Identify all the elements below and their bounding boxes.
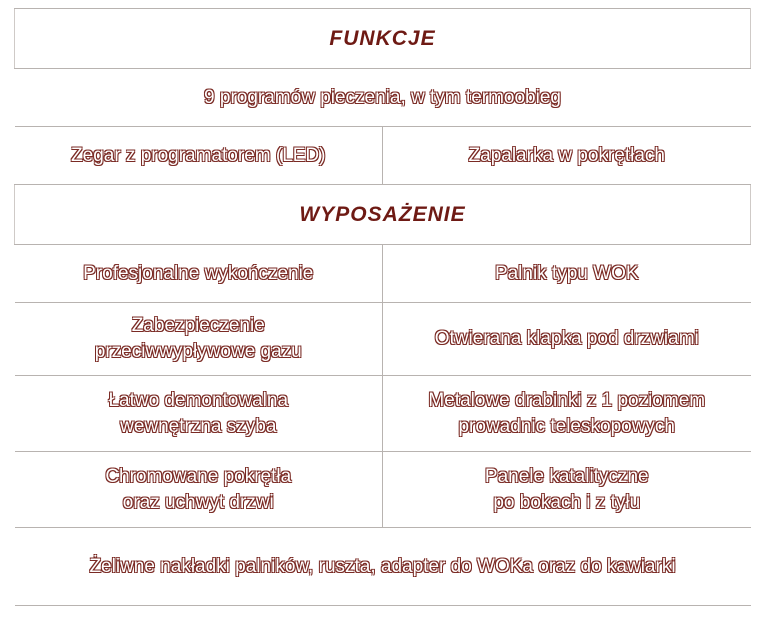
equipment-wok-burner: Palnik typu WOK <box>383 245 751 303</box>
table-row <box>15 528 751 606</box>
equipment-telescopic-racks <box>383 376 751 452</box>
equipment-header-row <box>15 185 751 245</box>
equipment-gas-safety <box>15 303 383 376</box>
equipment-chrome-knobs <box>15 452 383 528</box>
table-row <box>15 127 751 185</box>
table-row <box>15 245 751 303</box>
table-row <box>15 376 751 452</box>
cell-text: Metalowe drabinki z 1 poziomem prowadnic teleskopowych <box>428 389 706 437</box>
equipment-cast-iron-parts: Żeliwne nakładki palników, ruszta, adapter do WOKa oraz do kawiarki <box>15 528 751 606</box>
equipment-removable-glass <box>15 376 383 452</box>
functions-title: FUNKCJE <box>15 9 751 69</box>
cell-text: Łatwo demontowalna wewnętrzna szyba <box>108 389 289 437</box>
table-row <box>15 69 751 127</box>
feature-clock-programmer: Zegar z programatorem (LED) <box>15 127 383 185</box>
feature-knob-igniter: Zapalarka w pokrętłach <box>383 127 751 185</box>
spec-table <box>14 8 751 606</box>
cell-text: Panele katalityczne po bokach i z tyłu <box>484 465 649 513</box>
table-row <box>15 303 751 376</box>
equipment-professional-finish: Profesjonalne wykończenie <box>15 245 383 303</box>
feature-baking-programs: 9 programów pieczenia, w tym termoobieg <box>15 69 751 127</box>
equipment-door-flap: Otwierana klapka pod drzwiami <box>383 303 751 376</box>
table-row <box>15 452 751 528</box>
equipment-title: WYPOSAŻENIE <box>15 185 751 245</box>
cell-text: Zabezpieczenie przeciwwypływowe gazu <box>94 315 302 362</box>
functions-header-row <box>15 9 751 69</box>
cell-text: Chromowane pokrętła oraz uchwyt drzwi <box>105 465 292 513</box>
equipment-catalytic-panels <box>383 452 751 528</box>
